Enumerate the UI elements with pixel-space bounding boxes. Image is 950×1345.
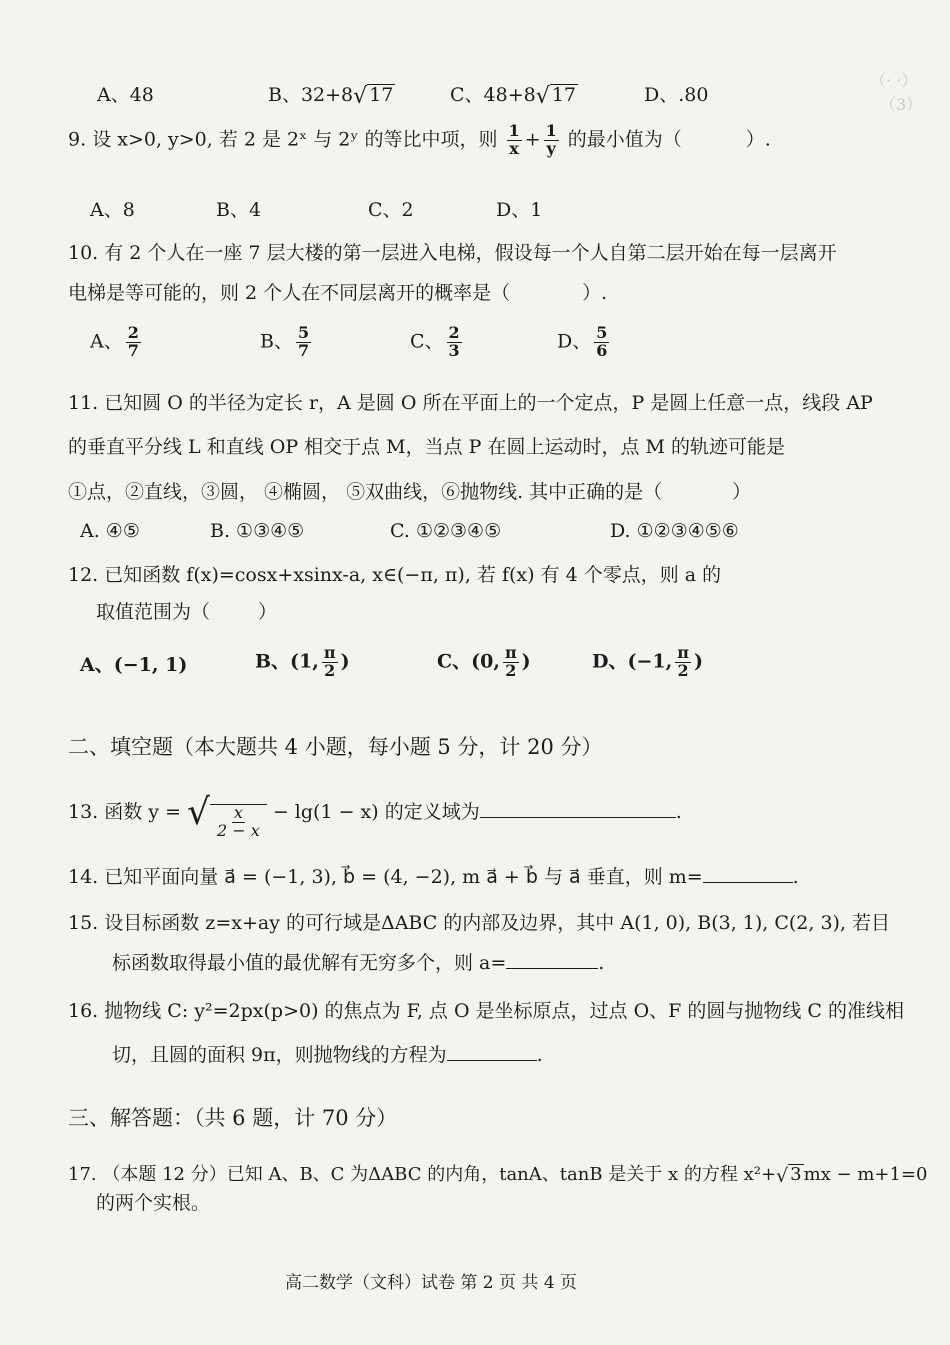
section-heading-solutions: 三、解答题：（共 6 题，计 70 分） — [68, 1106, 398, 1130]
q10-option-a: A、 $\frac{2}{7}$ — [90, 323, 139, 360]
question-number: 9. — [68, 128, 87, 151]
fraction-1-over-x: $\frac{1}{x}$ — [508, 121, 520, 158]
fraction: $\frac{5}{7}$ — [297, 323, 310, 360]
q15-line-1: 15. 设目标函数 z=x+ay 的可行域是ΔABC 的内部及边界，其中 A(1, 0), B(3, 1), C(2, 3), 若目 — [68, 912, 891, 934]
q8-option-a: A、48 — [97, 84, 154, 106]
q8-option-c — [450, 80, 578, 107]
question-number: 16. — [68, 1000, 99, 1022]
sqrt-symbol: √ — [776, 1165, 789, 1187]
q8-option-c-prefix: C、48+8 — [450, 84, 536, 106]
answer-blank[interactable] — [447, 1060, 537, 1061]
q17-line-1: 17. （本题 12 分）已知 A、B、C 为ΔABC 的内角，tanA、tanB 是关于 x 的方程 x²+√ 3 mx − m+1=0 — [68, 1164, 928, 1187]
q9-option-c: C、2 — [368, 199, 414, 221]
sqrt-symbol: √ — [353, 84, 368, 109]
q14-stem: 14. 已知平面向量 a⃗ = (−1, 3), b⃗ = (4, −2), m a⃗ + b⃗ 与 a⃗ 垂直，则 m= . — [68, 866, 799, 888]
q9-option-b: B、4 — [216, 199, 262, 221]
q10-option-d: D、 $\frac{5}{6}$ — [557, 323, 608, 360]
q9-tail: 的最小值为（ — [567, 128, 682, 151]
q8-option-d: D、.80 — [644, 84, 709, 106]
plus-sign: + — [524, 128, 541, 151]
page-footer: 高二数学（文科）试卷 第 2 页 共 4 页 — [285, 1273, 578, 1293]
q15-line-2: 标函数取得最小值的最优解有无穷多个，则 a= . — [112, 952, 605, 974]
q12-option-d: D、(−1, $\frac{\pi}{2}$ ) — [592, 643, 703, 680]
question-number: 17. — [68, 1164, 97, 1185]
fraction: $\frac{2}{3}$ — [448, 323, 460, 360]
q8-option-b-prefix: B、32+8 — [268, 84, 354, 106]
q16-line-1: 16. 抛物线 C: y²=2px(p>0) 的焦点为 F, 点 O 是坐标原点，过点 O、F 的圆与抛物线 C 的准线相 — [68, 1000, 905, 1022]
answer-blank[interactable] — [506, 968, 598, 969]
answer-paren-close: ） — [258, 601, 278, 623]
q8-option-b — [268, 80, 395, 107]
q10-line-2: 电梯是等可能的，则 2 个人在不同层离开的概率是（ ）. — [68, 282, 608, 304]
q10-option-b: B、 $\frac{5}{7}$ — [260, 323, 310, 360]
bleed-through-mark: （3） — [880, 95, 923, 114]
q12-line-2: 取值范围为（ ） — [96, 601, 278, 623]
fraction-1-over-y: $\frac{1}{y}$ — [545, 121, 557, 158]
answer-paren-close: ） — [732, 481, 752, 503]
q13-stem: 13. 函数 y = √ $\frac{x}{2 - x}$ − lg(1 − x) 的定义域为 . — [68, 792, 682, 840]
q11-line-2: 的垂直平分线 L 和直线 OP 相交于点 M，当点 P 在圆上运动时，点 M 的轨迹可能是 — [68, 436, 786, 458]
q10-option-c: C、 $\frac{2}{3}$ — [410, 323, 460, 360]
q9-option-a: A、8 — [90, 199, 135, 221]
sqrt-symbol: √ — [535, 84, 550, 109]
q8-option-b-radicand: 17 — [369, 84, 394, 106]
q11-line-3: ①点，②直线，③圆， ④椭圆， ⑤双曲线，⑥抛物线. 其中正确的是（ ） — [68, 481, 752, 503]
answer-paren-close: ）. — [745, 128, 771, 151]
fraction: $\frac{2}{7}$ — [127, 323, 139, 360]
q12-option-b: B、(1, $\frac{\pi}{2}$ ) — [255, 643, 350, 680]
answer-paren-close: ）. — [582, 282, 608, 304]
bleed-through-mark: （· ·） — [870, 71, 918, 90]
q16-line-2: 切，且圆的面积 9π，则抛物线的方程为 . — [112, 1044, 543, 1066]
fraction: $\frac{5}{6}$ — [596, 323, 608, 360]
q12-line-1: 12. 已知函数 f(x)=cosx+xsinx-a, x∈(−π, π), 若 f(x) 有 4 个零点，则 a 的 — [68, 564, 722, 586]
q10-line-1: 10. 有 2 个人在一座 7 层大楼的第一层进入电梯，假设每一个人自第二层开始在每一层离开 — [68, 242, 837, 264]
q9-stem — [68, 123, 771, 158]
q11-option-d: D. ①②③④⑤⑥ — [610, 520, 739, 542]
radicand: $\frac{x}{2 - x}$ — [210, 804, 267, 840]
q8-option-c-radicand: 17 — [551, 84, 576, 106]
q11-option-b: B. ①③④⑤ — [210, 520, 305, 542]
question-number: 13. — [68, 801, 99, 823]
q17-line-2: 的两个实根。 — [96, 1192, 211, 1214]
q12-option-a: A、(−1, 1) — [80, 654, 188, 676]
answer-blank[interactable] — [480, 817, 676, 818]
question-number: 15. — [68, 912, 99, 934]
question-number: 14. — [68, 866, 99, 888]
section-heading-fill-in: 二、填空题（本大题共 4 小题，每小题 5 分，计 20 分） — [68, 735, 603, 759]
fraction-pi-over-2: $\frac{\pi}{2}$ — [677, 643, 689, 680]
fraction-pi-over-2: $\frac{\pi}{2}$ — [323, 643, 336, 680]
answer-blank[interactable] — [703, 882, 793, 883]
fraction-pi-over-2: $\frac{\pi}{2}$ — [504, 643, 517, 680]
q9-text: 设 x>0, y>0, 若 2 是 2ˣ 与 2ʸ 的等比中项，则 — [92, 128, 498, 151]
q9-option-d: D、1 — [496, 199, 543, 221]
q11-line-1: 11. 已知圆 O 的半径为定长 r，A 是圆 O 所在平面上的一个定点，P 是圆上任意一点，线段 AP — [68, 392, 873, 414]
q11-option-a: A. ④⑤ — [80, 520, 140, 542]
q11-option-c: C. ①②③④⑤ — [390, 520, 502, 542]
q12-option-c: C、(0, $\frac{\pi}{2}$ ) — [437, 643, 531, 680]
sqrt-symbol: √ — [187, 792, 210, 833]
